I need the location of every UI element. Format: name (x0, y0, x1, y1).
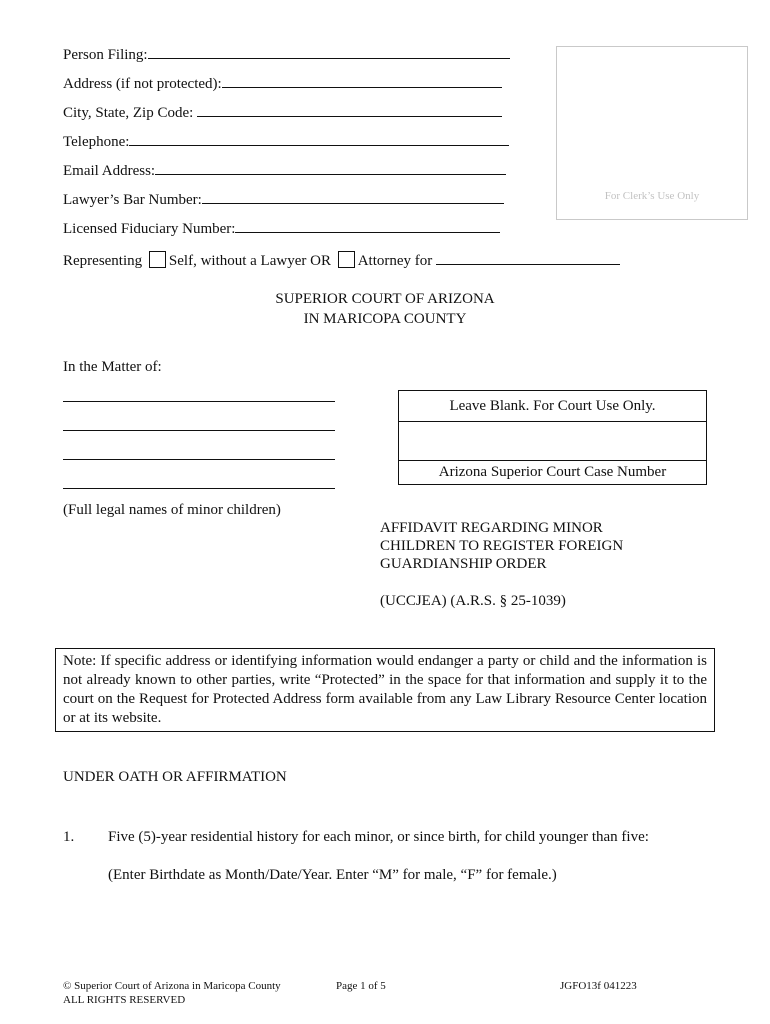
bar-number-row (63, 192, 504, 209)
statute-citation: (UCCJEA) (A.R.S. § 25-1039) (380, 593, 566, 609)
email-row (63, 163, 506, 180)
clerk-use-label: For Clerk’s Use Only (604, 190, 700, 202)
minor-names-caption: (Full legal names of minor children) (63, 502, 281, 518)
person-filing-field[interactable] (148, 58, 510, 59)
telephone-field[interactable] (129, 145, 509, 146)
self-option-label: Self, without a Lawyer OR (168, 253, 331, 269)
court-county: IN MARICOPA COUNTY (303, 311, 467, 327)
form-code: JGFO13f 041223 (560, 980, 637, 992)
minor-name-line[interactable] (63, 401, 335, 402)
copyright-line: © Superior Court of Arizona in Maricopa County (63, 980, 281, 992)
rights-line: ALL RIGHTS RESERVED (63, 994, 186, 1006)
minor-name-line[interactable] (63, 488, 335, 489)
oath-heading: UNDER OATH OR AFFIRMATION (63, 769, 287, 785)
item-number: 1. (63, 829, 75, 845)
document-title-line1: AFFIDAVIT REGARDING MINOR (380, 520, 603, 536)
fiduciary-number-row (63, 221, 500, 238)
court-use-label: Leave Blank. For Court Use Only. (449, 398, 656, 414)
document-title-line2: CHILDREN TO REGISTER FOREIGN (380, 538, 624, 554)
minor-name-line[interactable] (63, 459, 335, 460)
protected-address-note: Note: If specific address or identifying information would endanger a party or child and the information is not already known to other parties, write “Protected” in the space for that information and supply it to the court on the Request for Protected Address form available from any Law Library Resource Center location or at its website. (55, 648, 715, 732)
representing-label: Representing (63, 253, 143, 269)
email-field[interactable] (155, 174, 506, 175)
city-state-zip-row (63, 105, 502, 122)
attorney-for-field[interactable] (436, 264, 620, 265)
address-row (63, 76, 502, 93)
attorney-checkbox[interactable] (338, 251, 355, 268)
page-number: Page 1 of 5 (336, 980, 386, 992)
telephone-label: Telephone: (63, 134, 130, 150)
minor-name-line[interactable] (63, 430, 335, 431)
bar-number-label: Lawyer’s Bar Number: (63, 192, 202, 208)
city-state-zip-label: City, State, Zip Code: (63, 105, 194, 121)
attorney-option-label: Attorney for (357, 253, 433, 269)
bar-number-field[interactable] (202, 203, 504, 204)
footer-copyright (63, 979, 281, 1007)
address-label: Address (if not protected): (63, 76, 222, 92)
court-name: SUPERIOR COURT OF ARIZONA (275, 291, 495, 307)
person-filing-row (63, 47, 510, 64)
self-checkbox[interactable] (149, 251, 166, 268)
city-state-zip-field[interactable] (197, 116, 502, 117)
fiduciary-number-label: Licensed Fiduciary Number: (63, 221, 236, 237)
case-number-box (398, 390, 707, 485)
fiduciary-number-field[interactable] (235, 232, 500, 233)
document-title-line3: GUARDIANSHIP ORDER (380, 556, 547, 572)
case-number-label: Arizona Superior Court Case Number (438, 464, 667, 480)
representing-row (63, 251, 620, 270)
item-instruction: (Enter Birthdate as Month/Date/Year. Enter “M” for male, “F” for female.) (108, 867, 557, 883)
email-label: Email Address: (63, 163, 156, 179)
clerk-use-box (556, 46, 748, 220)
address-field[interactable] (222, 87, 502, 88)
person-filing-label: Person Filing: (63, 47, 148, 63)
telephone-row (63, 134, 509, 151)
matter-label: In the Matter of: (63, 359, 162, 375)
item-text: Five (5)-year residential history for each minor, or since birth, for child younger than five: (108, 829, 649, 845)
